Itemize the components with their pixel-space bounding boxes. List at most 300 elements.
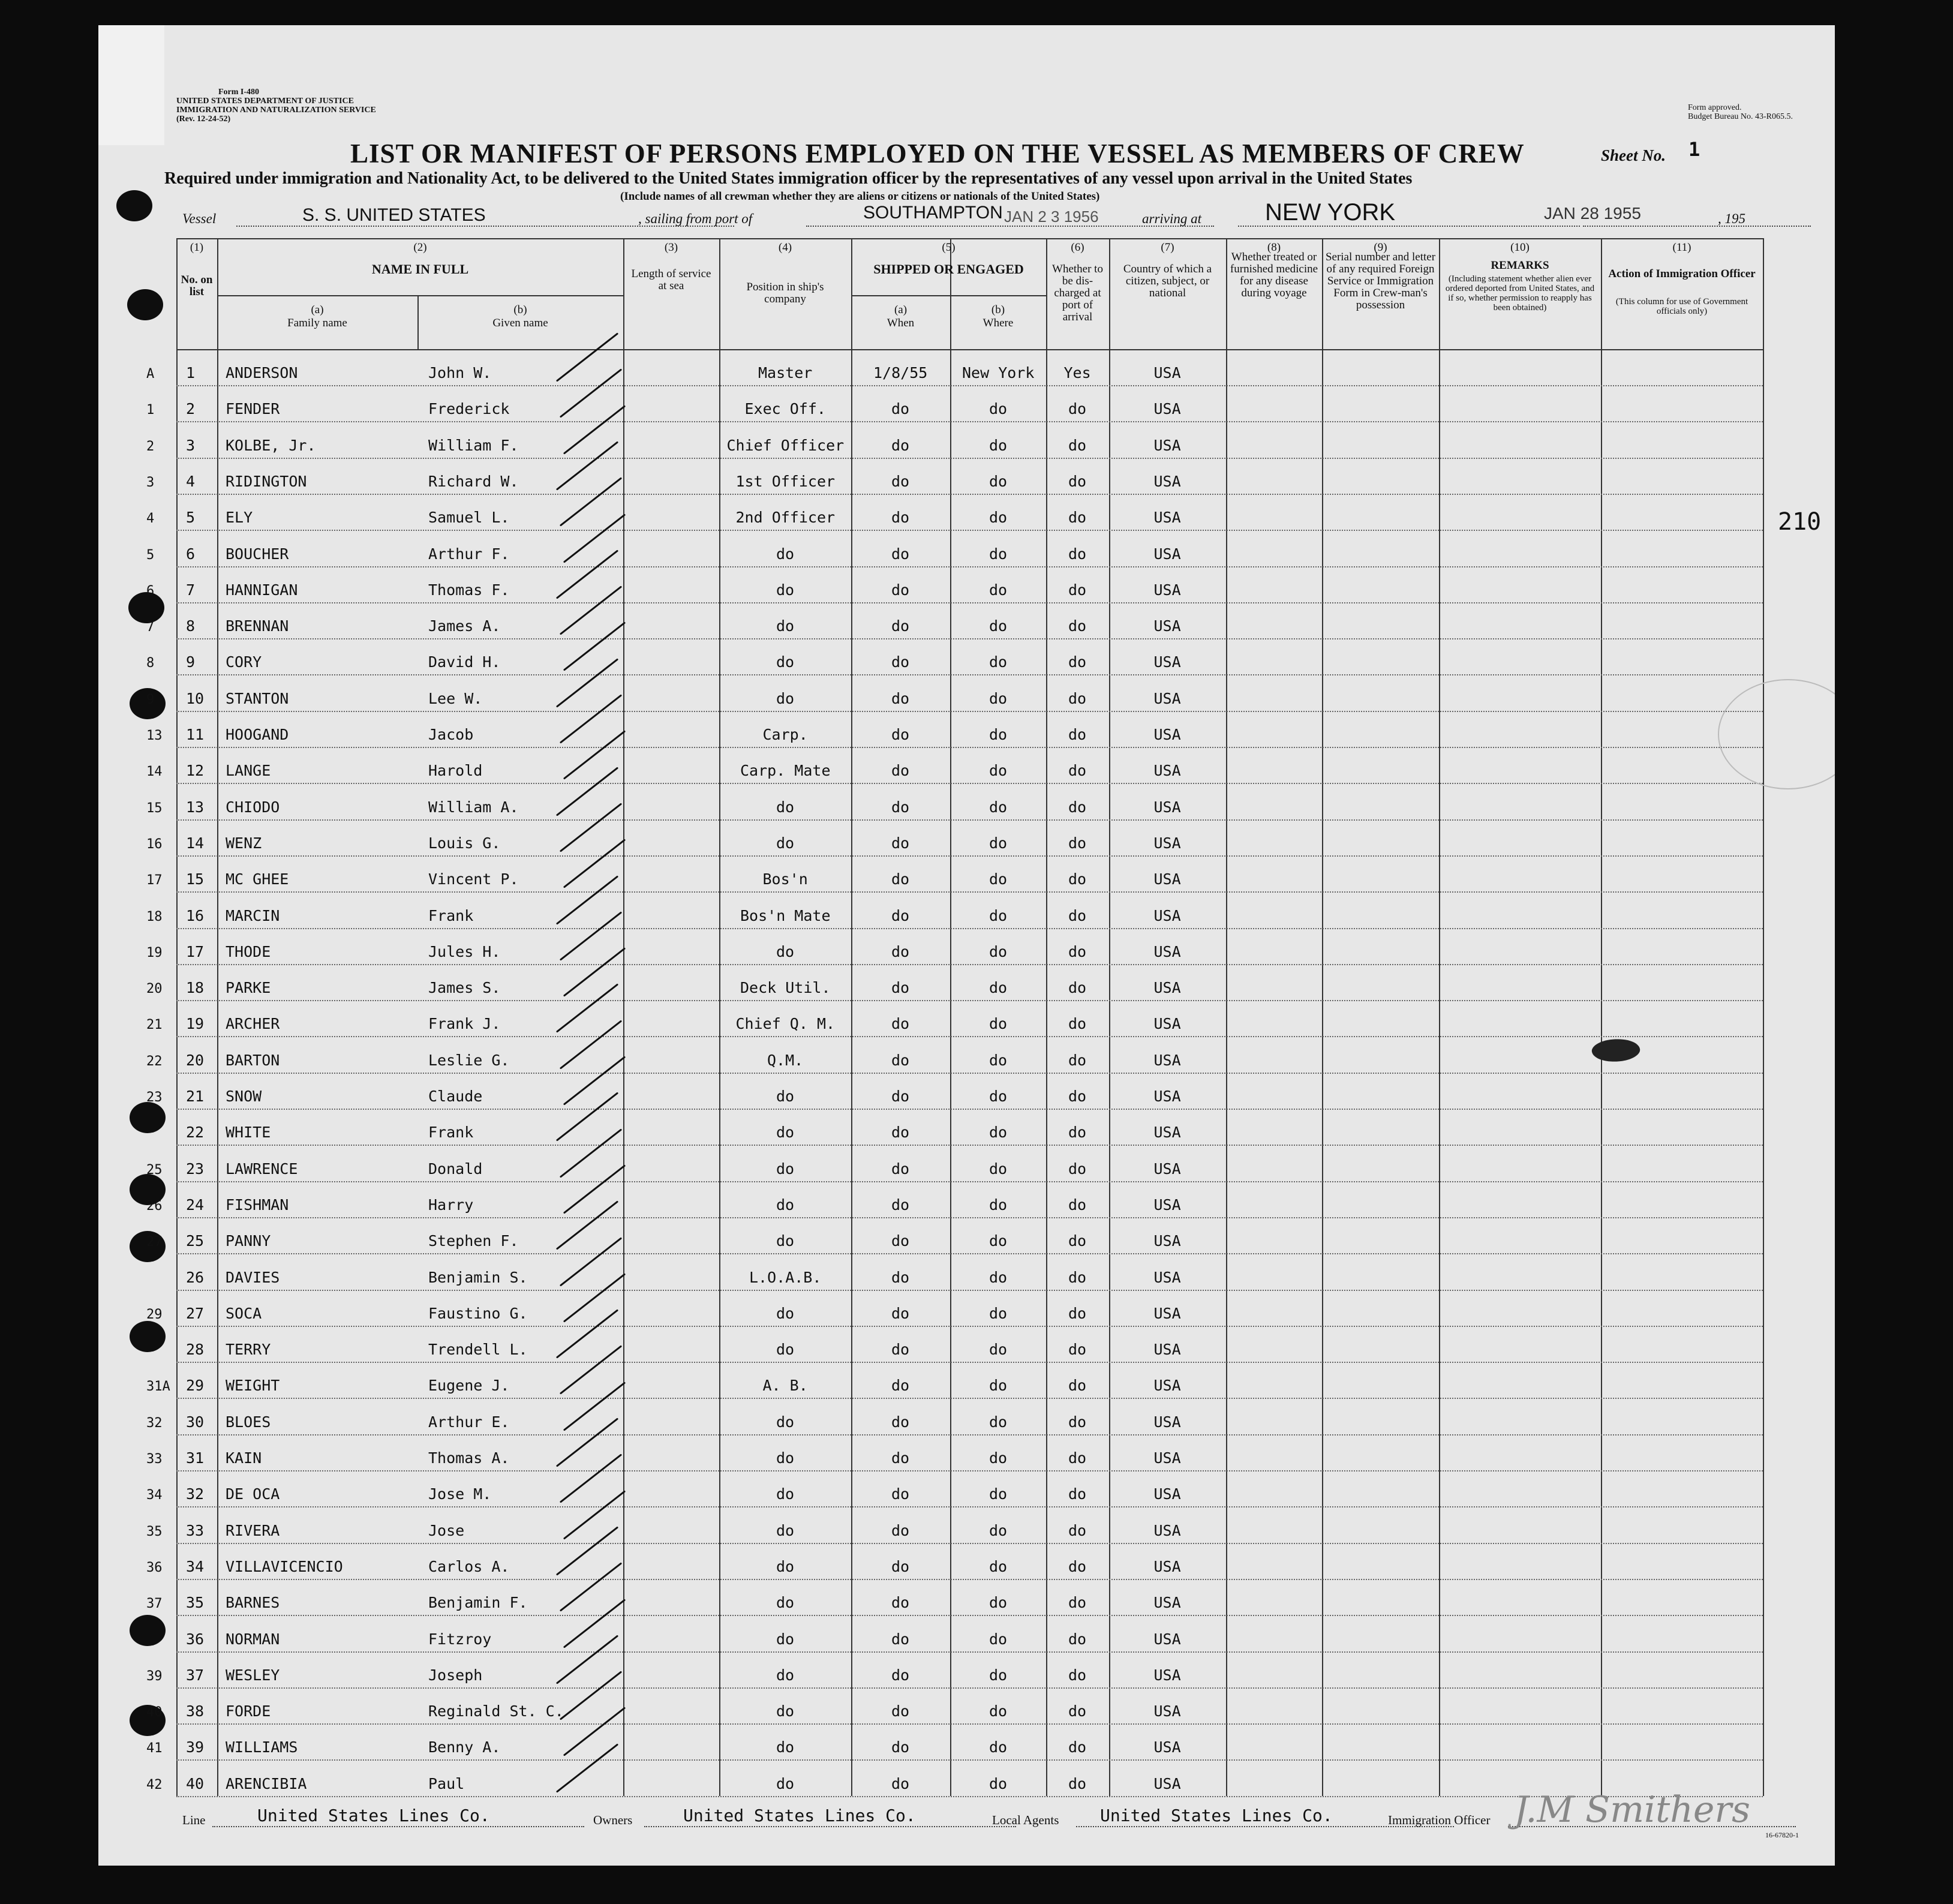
given-name: Jose: [428, 1521, 465, 1539]
position: Deck Util.: [740, 979, 831, 997]
country: USA: [1153, 1304, 1181, 1322]
reference-number: 42: [146, 1777, 163, 1792]
col3-number: (3): [664, 241, 678, 254]
given-name: Samuel L.: [428, 509, 510, 527]
discharge: do: [1068, 1268, 1087, 1286]
departure-port: SOUTHAMPTON: [863, 203, 1003, 223]
budget-bureau-text: Budget Bureau No. 43-R065.5.: [1688, 112, 1793, 121]
discharge: do: [1068, 1594, 1087, 1612]
position: Master: [758, 364, 813, 382]
country: USA: [1153, 1124, 1181, 1142]
discharge: do: [1068, 1557, 1087, 1575]
country: USA: [1153, 364, 1181, 382]
given-name: Thomas A.: [428, 1449, 510, 1467]
position: do: [776, 1413, 795, 1431]
given-name-header: Given name: [492, 317, 548, 329]
reference-number: 1: [146, 403, 155, 418]
discharge: do: [1068, 581, 1087, 599]
col2-number: (2): [413, 241, 427, 254]
shipped-when: do: [891, 436, 910, 454]
discharge: do: [1068, 1124, 1087, 1142]
position: Bos'n Mate: [740, 906, 831, 924]
page-title: LIST OR MANIFEST OF PERSONS EMPLOYED ON THE VESSEL AS MEMBERS OF CREW: [350, 139, 1525, 169]
shipped-where: New York: [962, 364, 1035, 382]
given-name: Louis G.: [428, 834, 501, 852]
list-number: 8: [186, 617, 196, 635]
table-row: [146, 819, 1763, 857]
shipped-when: do: [891, 726, 910, 743]
country: USA: [1153, 834, 1181, 852]
vessel-name: S. S. UNITED STATES: [302, 205, 486, 225]
punch-hole: [130, 1102, 166, 1133]
given-name: Thomas F.: [428, 581, 510, 599]
agents-value: United States Lines Co.: [1100, 1806, 1333, 1825]
list-number: 15: [186, 870, 205, 888]
family-name: NORMAN: [226, 1630, 280, 1648]
shipped-where: do: [989, 1377, 1008, 1395]
reference-number: 5: [146, 547, 155, 563]
position: L.O.A.B.: [749, 1268, 822, 1286]
shipped-when: do: [891, 1196, 910, 1214]
col7-number: (7): [1161, 241, 1174, 254]
discharge: do: [1068, 726, 1087, 743]
country: USA: [1153, 1594, 1181, 1612]
family-name: PANNY: [226, 1232, 271, 1250]
shipped-when: do: [891, 472, 910, 490]
given-name: Stephen F.: [428, 1232, 519, 1250]
shipped-when: do: [891, 1268, 910, 1286]
country: USA: [1153, 1557, 1181, 1575]
table-row: [146, 1579, 1763, 1616]
family-name: BARNES: [226, 1594, 280, 1612]
position: do: [776, 1449, 795, 1467]
table-row: [146, 1470, 1763, 1507]
col9-number: (9): [1374, 241, 1387, 254]
discharge: do: [1068, 1738, 1087, 1756]
sailing-date-stamp: JAN 2 3 1956: [1004, 208, 1099, 226]
country: USA: [1153, 798, 1181, 816]
table-row: [146, 675, 1763, 712]
shipped-when: do: [891, 1594, 910, 1612]
family-name: BARTON: [226, 1051, 280, 1069]
list-number: 6: [186, 545, 196, 563]
table-row: [146, 747, 1763, 784]
discharge: do: [1068, 1051, 1087, 1069]
given-name: Frederick: [428, 400, 510, 418]
shipped-when: do: [891, 834, 910, 852]
discharge: do: [1068, 834, 1087, 852]
when-header: When: [887, 317, 915, 329]
table-row: [146, 1543, 1763, 1580]
shipped-where: do: [989, 1413, 1008, 1431]
discharge: do: [1068, 1304, 1087, 1322]
reference-number: 15: [146, 800, 163, 816]
list-number: 27: [186, 1304, 205, 1322]
reference-number: 32: [146, 1415, 163, 1431]
position: do: [776, 581, 795, 599]
col2b-letter: (b): [513, 304, 527, 316]
reference-number: 20: [146, 981, 163, 997]
family-name: WILLIAMS: [226, 1738, 298, 1756]
country: USA: [1153, 509, 1181, 527]
reference-number: 34: [146, 1488, 163, 1503]
shipped-where: do: [989, 509, 1008, 527]
reference-number: A: [146, 367, 155, 382]
given-name: Harold: [428, 762, 483, 780]
shipped-when: do: [891, 762, 910, 780]
list-number: 32: [186, 1485, 205, 1503]
given-name: Leslie G.: [428, 1051, 510, 1069]
voyage-line: [98, 199, 1835, 229]
family-name: WENZ: [226, 834, 262, 852]
table-row: [146, 566, 1763, 603]
col4-number: (4): [778, 241, 792, 254]
family-name: RIDINGTON: [226, 472, 307, 490]
shipped-where: do: [989, 1304, 1008, 1322]
check-mark: [556, 332, 618, 382]
shipped-where: do: [989, 436, 1008, 454]
shipped-when: do: [891, 581, 910, 599]
shipped-when: do: [891, 545, 910, 563]
list-number: 36: [186, 1630, 205, 1648]
reference-number: 40: [146, 1705, 163, 1720]
arriving-label: arriving at: [1142, 211, 1202, 226]
shipped-when: do: [891, 1051, 910, 1069]
given-name: Frank: [428, 1124, 474, 1142]
table-row: [146, 1145, 1763, 1182]
discharge: do: [1068, 1413, 1087, 1431]
shipped-when: do: [891, 979, 910, 997]
list-number: 7: [186, 581, 196, 599]
position: Bos'n: [762, 870, 808, 888]
shipped-when: do: [891, 1774, 910, 1792]
annotation-210: 210: [1778, 508, 1822, 536]
family-name: FENDER: [226, 400, 280, 418]
shipped-when: do: [891, 870, 910, 888]
family-name: HANNIGAN: [226, 581, 298, 599]
discharge: do: [1068, 1666, 1087, 1684]
country: USA: [1153, 1160, 1181, 1178]
country: USA: [1153, 689, 1181, 707]
family-name: ARENCIBIA: [226, 1774, 307, 1792]
col5-number: (5): [942, 241, 956, 254]
table-row: [146, 1362, 1763, 1399]
family-name: ELY: [226, 509, 253, 527]
shipped-where: do: [989, 1702, 1008, 1720]
list-number: 14: [186, 834, 205, 852]
reference-number: 17: [146, 873, 163, 888]
shipped-when: do: [891, 509, 910, 527]
given-name: Claude: [428, 1088, 483, 1105]
reference-number: 39: [146, 1668, 163, 1684]
owners-value: United States Lines Co.: [683, 1806, 916, 1825]
position: do: [776, 1304, 795, 1322]
shipped-when: do: [891, 1015, 910, 1033]
reference-number: 36: [146, 1560, 163, 1575]
arrival-date-stamp: JAN 28 1955: [1544, 204, 1641, 223]
reference-number: 29: [146, 1307, 163, 1322]
where-header: Where: [982, 317, 1014, 329]
position-header: Position in ship's company: [746, 281, 824, 305]
position: do: [776, 1594, 795, 1612]
col2a-letter: (a): [311, 304, 324, 316]
position: do: [776, 942, 795, 960]
family-name: FORDE: [226, 1702, 271, 1720]
position: do: [776, 1702, 795, 1720]
table-row: [146, 602, 1763, 639]
table-row: [146, 1723, 1763, 1761]
list-number: 1: [186, 364, 196, 382]
country: USA: [1153, 1449, 1181, 1467]
col2-header: NAME IN FULL: [371, 262, 469, 277]
sheet-number: [1601, 138, 1700, 166]
given-name: William F.: [428, 436, 519, 454]
position: do: [776, 617, 795, 635]
reference-number: 31A: [146, 1379, 170, 1395]
list-number: 18: [186, 979, 205, 997]
shipped-when: do: [891, 1702, 910, 1720]
given-name: Reginald St. C.: [428, 1702, 564, 1720]
given-name: William A.: [428, 798, 519, 816]
table-row: [146, 1290, 1763, 1327]
reference-number: 16: [146, 836, 163, 852]
shipped-when: do: [891, 689, 910, 707]
country: USA: [1153, 870, 1181, 888]
country: USA: [1153, 979, 1181, 997]
sheet-value: 1: [1688, 138, 1700, 161]
shipped-where: do: [989, 1521, 1008, 1539]
shipped-where: do: [989, 1774, 1008, 1792]
discharge: do: [1068, 1160, 1087, 1178]
list-number: 22: [186, 1124, 205, 1142]
family-name: RIVERA: [226, 1521, 280, 1539]
table-row: [146, 638, 1763, 675]
col10-number: (10): [1510, 241, 1530, 254]
shipped-when: do: [891, 1088, 910, 1105]
reference-number: 23: [146, 1090, 163, 1105]
table-row: [146, 1434, 1763, 1471]
family-name: VILLAVICENCIO: [226, 1557, 343, 1575]
position: do: [776, 689, 795, 707]
country: USA: [1153, 1232, 1181, 1250]
include-note: (Include names of all crewman whether they are aliens or citizens or nationals of the United States): [620, 190, 1100, 203]
given-name: Faustino G.: [428, 1304, 528, 1322]
family-name: LANGE: [226, 762, 271, 780]
reference-number: 22: [146, 1053, 163, 1069]
list-number: 23: [186, 1160, 205, 1178]
given-name: Joseph: [428, 1666, 483, 1684]
country: USA: [1153, 1521, 1181, 1539]
table-row: [146, 422, 1763, 459]
position: do: [776, 834, 795, 852]
country: USA: [1153, 1702, 1181, 1720]
reference-number: 37: [146, 1596, 163, 1612]
position: do: [776, 1088, 795, 1105]
discharge: do: [1068, 1232, 1087, 1250]
position: do: [776, 1196, 795, 1214]
shipped-when: do: [891, 1521, 910, 1539]
position: A. B.: [762, 1377, 808, 1395]
family-name: LAWRENCE: [226, 1160, 298, 1178]
table-row: [146, 1073, 1763, 1110]
country: USA: [1153, 472, 1181, 490]
shipped-when: do: [891, 1557, 910, 1575]
given-name: Vincent P.: [428, 870, 519, 888]
reference-number: 25: [146, 1162, 163, 1178]
shipped-where: do: [989, 834, 1008, 852]
table-row: [176, 1615, 1763, 1653]
reference-number: 33: [146, 1452, 163, 1467]
service: IMMIGRATION AND NATURALIZATION SERVICE: [176, 106, 376, 115]
family-name: MC GHEE: [226, 870, 289, 888]
list-number: 21: [186, 1088, 205, 1105]
family-name: CHIODO: [226, 798, 280, 816]
country: USA: [1153, 1196, 1181, 1214]
line-label: Line: [182, 1813, 206, 1827]
position: Exec Off.: [744, 400, 826, 418]
discharge: do: [1068, 798, 1087, 816]
reference-number: 14: [146, 764, 163, 780]
list-number: 26: [186, 1268, 205, 1286]
position: do: [776, 1666, 795, 1684]
reference-number: 41: [146, 1741, 163, 1756]
reference-number: 19: [146, 945, 163, 960]
reference-number: 18: [146, 909, 163, 924]
reference-number: 3: [146, 475, 155, 490]
discharge: do: [1068, 1774, 1087, 1792]
footer: [98, 1789, 1835, 1831]
list-number: 12: [186, 762, 205, 780]
discharge: do: [1068, 1702, 1087, 1720]
list-number: 29: [186, 1377, 205, 1395]
col5a-letter: (a): [894, 304, 908, 316]
country: USA: [1153, 1413, 1181, 1431]
country-header: Country of which a citizen, subject, or national: [1123, 263, 1212, 299]
discharge: do: [1068, 1449, 1087, 1467]
shipped-where: do: [989, 1268, 1008, 1286]
shipped-where: do: [989, 1630, 1008, 1648]
position: do: [776, 1521, 795, 1539]
country: USA: [1153, 1015, 1181, 1033]
discharge-header: Whether to be dis-charged at port of arrival: [1052, 263, 1103, 323]
list-number: 2: [186, 400, 196, 418]
col5b-letter: (b): [991, 304, 1005, 316]
reference-number: 9: [146, 692, 155, 707]
sailing-label: , sailing from port of: [638, 211, 753, 226]
shipped-when: do: [891, 1304, 910, 1322]
position: Carp. Mate: [740, 762, 831, 780]
position: do: [776, 545, 795, 563]
position: Q.M.: [767, 1051, 804, 1069]
reference-number: 13: [146, 728, 163, 743]
family-name: STANTON: [226, 689, 289, 707]
col11-number: (11): [1672, 241, 1691, 254]
table-row: [146, 711, 1763, 748]
shipped-where: do: [989, 870, 1008, 888]
shipped-where: do: [989, 1485, 1008, 1503]
discharge: do: [1068, 1196, 1087, 1214]
table-row: [146, 494, 1763, 531]
position: 1st Officer: [735, 472, 836, 490]
reference-number: 21: [146, 1017, 163, 1033]
discharge: do: [1068, 436, 1087, 454]
country: USA: [1153, 581, 1181, 599]
country: USA: [1153, 1485, 1181, 1503]
discharge: do: [1068, 689, 1087, 707]
country: USA: [1153, 436, 1181, 454]
country: USA: [1153, 653, 1181, 671]
manifest-sheet: [98, 25, 1835, 1866]
given-name: Lee W.: [428, 689, 483, 707]
list-number: 30: [186, 1413, 205, 1431]
list-number: 17: [186, 942, 205, 960]
given-name: Paul: [428, 1774, 465, 1792]
country: USA: [1153, 1666, 1181, 1684]
family-name: KOLBE, Jr.: [226, 436, 316, 454]
punch-hole: [130, 1321, 166, 1352]
reference-number: 2: [146, 439, 155, 454]
line-value: United States Lines Co.: [257, 1806, 490, 1825]
shipped-where: do: [989, 1160, 1008, 1178]
position: do: [776, 653, 795, 671]
given-name: Fitzroy: [428, 1630, 492, 1648]
budget-approval: [1688, 103, 1793, 121]
shipped-when: 1/8/55: [873, 364, 928, 382]
discharge: do: [1068, 617, 1087, 635]
shipped-where: do: [989, 798, 1008, 816]
form-number: Form I-480: [218, 88, 260, 97]
position: do: [776, 1485, 795, 1503]
shipped-when: do: [891, 1341, 910, 1359]
family-name: SNOW: [226, 1088, 262, 1105]
list-number: 10: [186, 689, 205, 707]
list-number: 16: [186, 906, 205, 924]
list-number: 25: [186, 1232, 205, 1250]
given-name: Trendell L.: [428, 1341, 528, 1359]
position: do: [776, 1738, 795, 1756]
table-row: [146, 1217, 1763, 1254]
table-row: [176, 1109, 1763, 1146]
list-number: 24: [186, 1196, 205, 1214]
list-number: 19: [186, 1015, 205, 1033]
country: USA: [1153, 726, 1181, 743]
family-name: MARCIN: [226, 906, 280, 924]
shipped-when: do: [891, 1160, 910, 1178]
list-number: 28: [186, 1341, 205, 1359]
family-name: THODE: [226, 942, 271, 960]
col1-header: No. on list: [181, 274, 213, 298]
family-name: KAIN: [226, 1449, 262, 1467]
given-name: John W.: [428, 364, 492, 382]
table-row: [176, 1326, 1763, 1363]
discharge: do: [1068, 509, 1087, 527]
family-name: SOCA: [226, 1304, 262, 1322]
discharge: do: [1068, 472, 1087, 490]
position: do: [776, 1341, 795, 1359]
country: USA: [1153, 1774, 1181, 1792]
subtitle: Required under immigration and Nationality Act, to be delivered to the United States immigration officer by the representatives of any vessel upon arrival in the United States: [164, 169, 1413, 188]
shipped-when: do: [891, 1666, 910, 1684]
family-name: BRENNAN: [226, 617, 289, 635]
shipped-when: do: [891, 1377, 910, 1395]
shipped-where: do: [989, 1449, 1008, 1467]
country: USA: [1153, 617, 1181, 635]
shipped-where: do: [989, 1051, 1008, 1069]
family-name: FISHMAN: [226, 1196, 289, 1214]
given-name: Carlos A.: [428, 1557, 510, 1575]
discharge: do: [1068, 545, 1087, 563]
reference-number: 7: [146, 620, 155, 635]
